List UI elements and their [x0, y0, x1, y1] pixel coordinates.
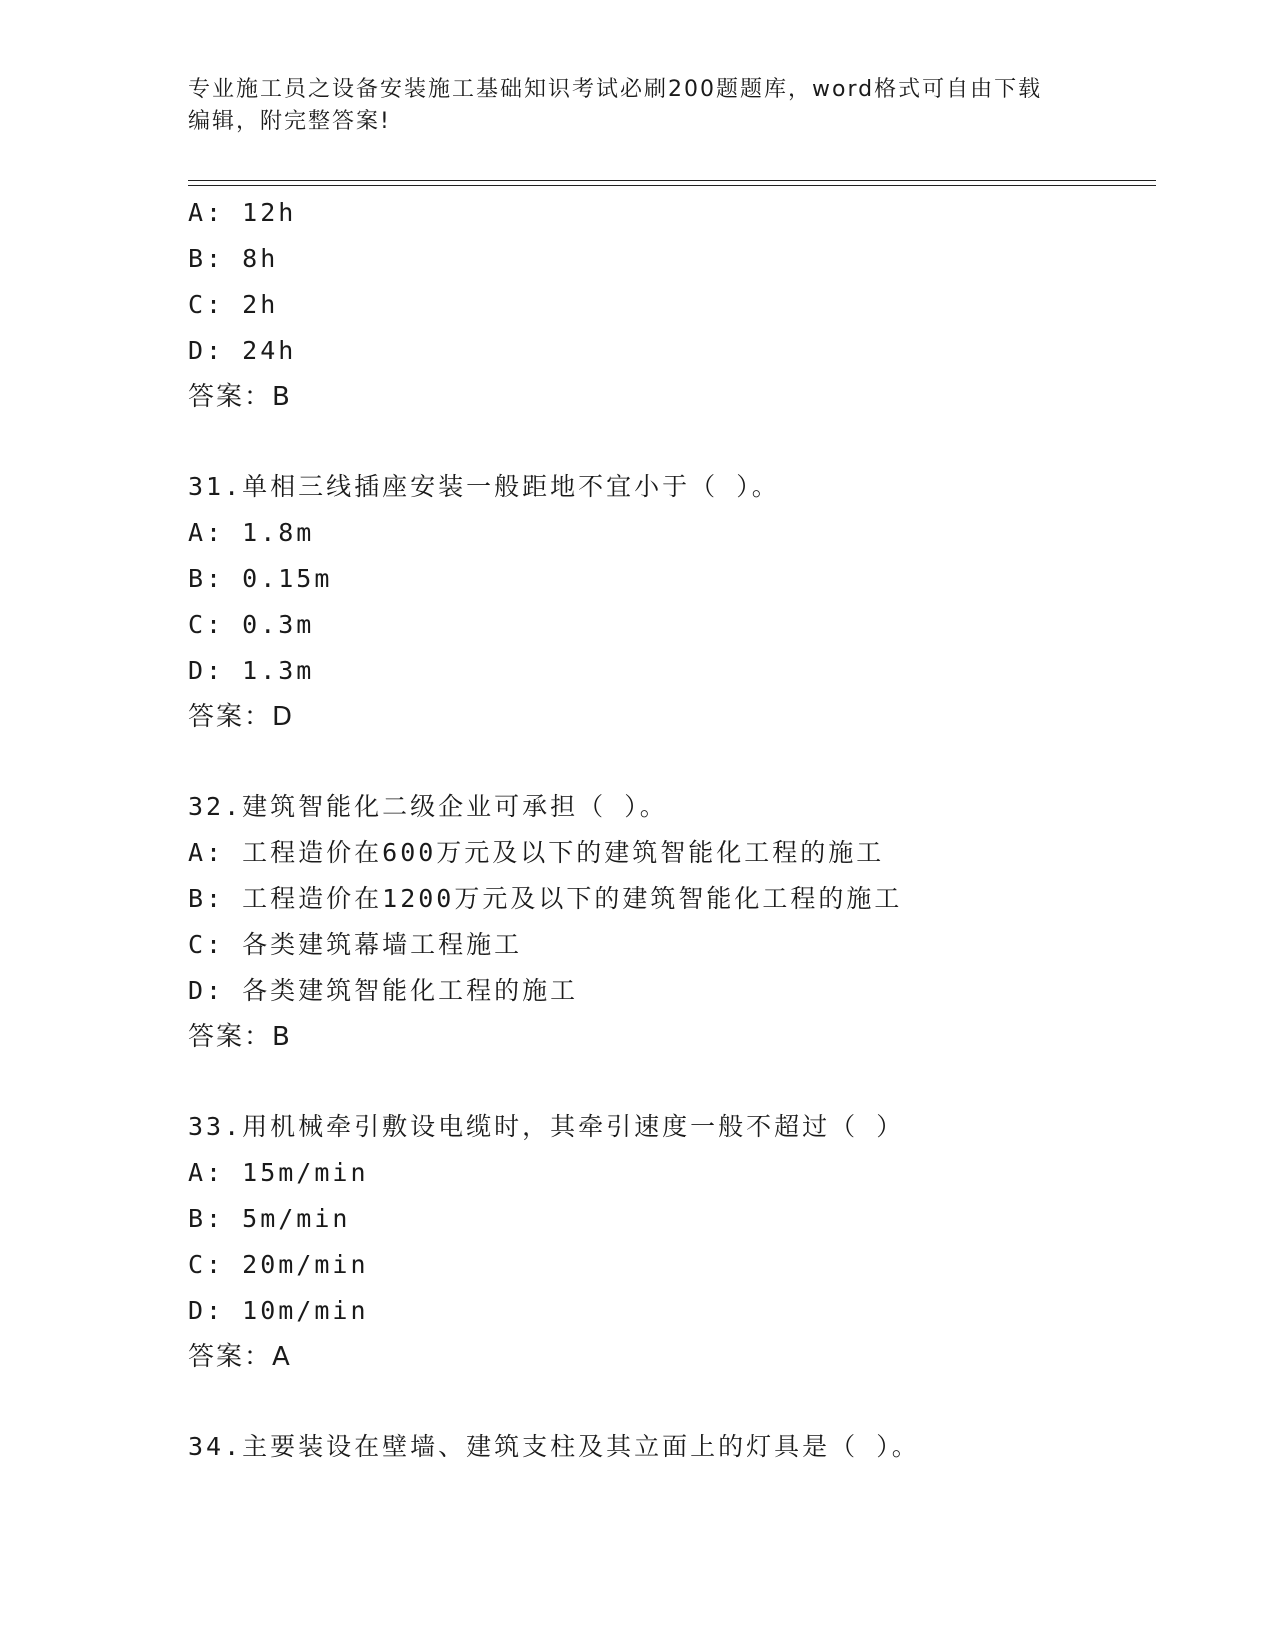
question-text: 33.用机械牵引敷设电缆时，其牵引速度一般不超过（ ） — [188, 1112, 905, 1141]
option-d: D: 各类建筑智能化工程的施工 — [188, 976, 579, 1005]
question-30 — [188, 190, 1156, 420]
question-text: 34.主要装设在壁墙、建筑支柱及其立面上的灯具是（ ）。 — [188, 1432, 920, 1461]
question-32 — [188, 784, 1156, 1060]
option-c: C: 20m/min — [188, 1250, 369, 1279]
option-b: B: 工程造价在1200万元及以下的建筑智能化工程的施工 — [188, 884, 903, 913]
option-d: D: 1.3m — [188, 656, 315, 685]
spacer — [188, 740, 1156, 784]
header-title-line1: 专业施工员之设备安装施工基础知识考试必刷200题题库，word格式可自由下载 — [188, 77, 1043, 102]
spacer — [188, 420, 1156, 464]
option-a: A: 12h — [188, 198, 297, 227]
option-a: A: 15m/min — [188, 1158, 369, 1187]
header-divider-bottom — [188, 185, 1156, 186]
option-d: D: 10m/min — [188, 1296, 369, 1325]
question-text: 32.建筑智能化二级企业可承担（ ）。 — [188, 792, 668, 821]
question-list — [188, 190, 1156, 1470]
option-c: C: 2h — [188, 290, 279, 319]
option-b: B: 5m/min — [188, 1204, 351, 1233]
question-31 — [188, 464, 1156, 740]
question-34 — [188, 1424, 1156, 1470]
question-33 — [188, 1104, 1156, 1380]
header-divider-top — [188, 180, 1156, 181]
option-c: C: 0.3m — [188, 610, 315, 639]
option-c: C: 各类建筑幕墙工程施工 — [188, 930, 523, 959]
document-header — [188, 74, 1088, 138]
question-text: 31.单相三线插座安装一般距地不宜小于（ ）。 — [188, 472, 780, 501]
option-a: A: 1.8m — [188, 518, 315, 547]
option-b: B: 8h — [188, 244, 279, 273]
answer: 答案：B — [188, 1022, 292, 1052]
answer: 答案：D — [188, 702, 295, 732]
header-title-line2: 编辑，附完整答案! — [188, 109, 391, 134]
spacer — [188, 1380, 1156, 1424]
spacer — [188, 1060, 1156, 1104]
answer: 答案：A — [188, 1342, 292, 1372]
answer: 答案：B — [188, 382, 292, 412]
option-d: D: 24h — [188, 336, 297, 365]
option-a: A: 工程造价在600万元及以下的建筑智能化工程的施工 — [188, 838, 885, 867]
option-b: B: 0.15m — [188, 564, 333, 593]
